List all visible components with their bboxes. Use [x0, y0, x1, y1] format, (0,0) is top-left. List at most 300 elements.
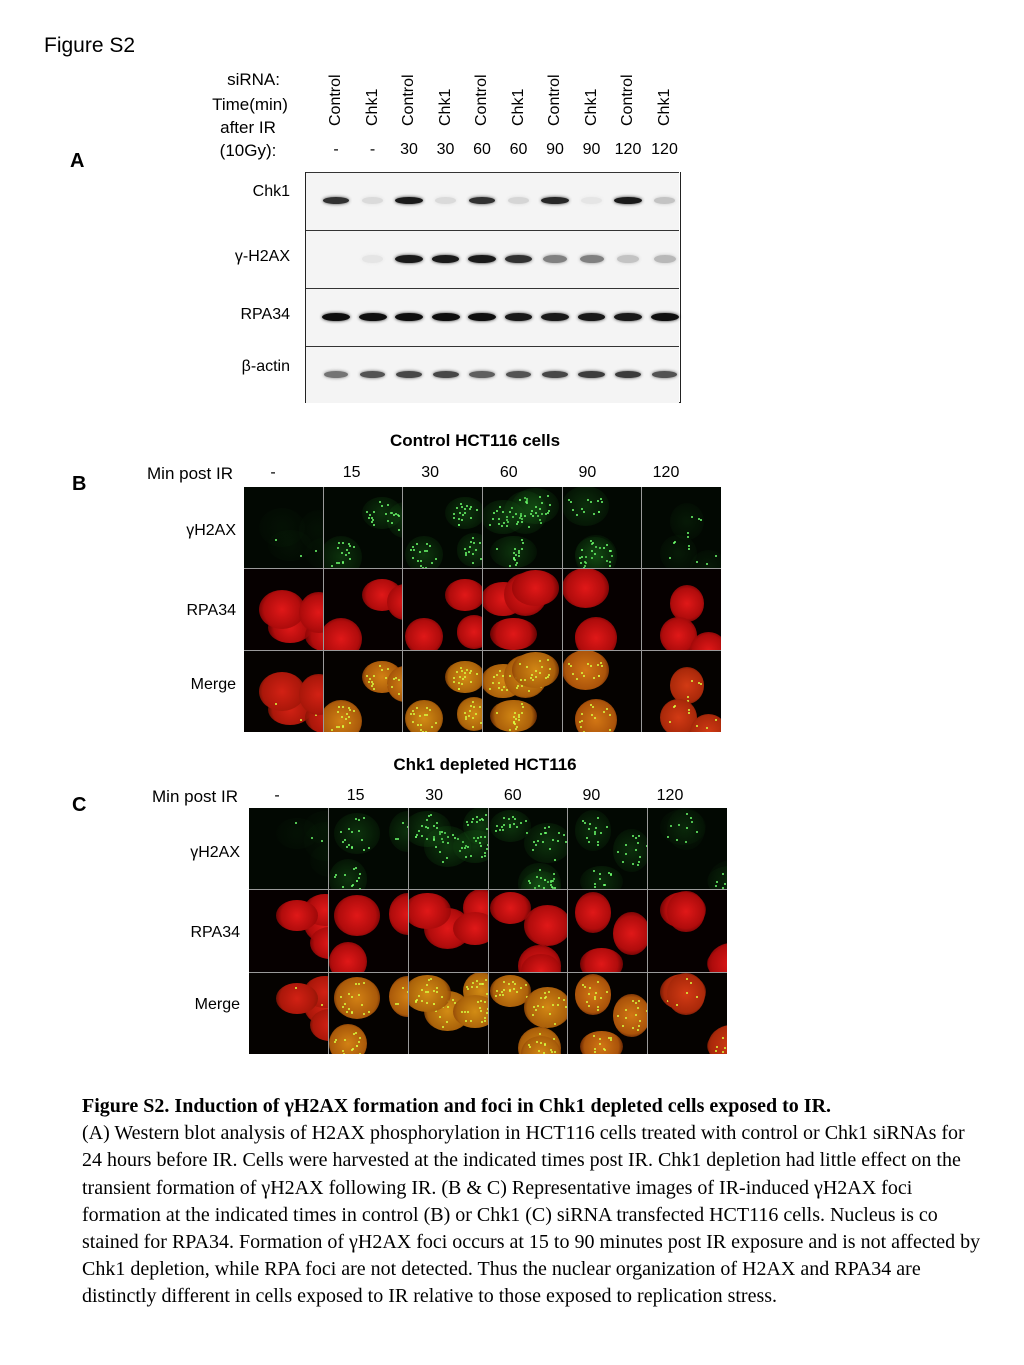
- micrograph-cell: [568, 808, 647, 889]
- cell-nucleus: [457, 615, 482, 648]
- focus-dot: [541, 502, 543, 504]
- focus-dot: [635, 837, 637, 839]
- blot-row: [306, 288, 679, 346]
- panel-b-title: Control HCT116 cells: [389, 431, 561, 450]
- focus-dot: [700, 519, 702, 521]
- focus-dot: [722, 873, 724, 875]
- focus-dot: [552, 1004, 554, 1006]
- focus-dot: [532, 1014, 534, 1016]
- focus-dot: [465, 554, 467, 556]
- focus-dot: [599, 1043, 601, 1045]
- focus-dot: [485, 979, 487, 981]
- timepoint-label: 90: [582, 787, 601, 804]
- focus-dot: [495, 830, 497, 832]
- focus-dot: [590, 501, 592, 503]
- focus-dot: [476, 986, 478, 988]
- channel-label: Merge: [194, 996, 240, 1013]
- focus-dot: [436, 987, 438, 989]
- cell-nucleus: [276, 818, 318, 849]
- focus-dot: [524, 679, 526, 681]
- focus-dot: [499, 829, 501, 831]
- blot-band: [581, 197, 601, 204]
- focus-dot: [373, 675, 375, 677]
- focus-dot: [346, 1011, 348, 1013]
- timepoint-label: 15: [346, 787, 365, 804]
- focus-dot: [603, 547, 605, 549]
- focus-dot: [547, 512, 549, 514]
- focus-dot: [472, 726, 474, 728]
- blot-band: [578, 371, 604, 378]
- blot-row-label: Chk1: [252, 183, 290, 200]
- focus-dot: [275, 539, 277, 541]
- focus-dot: [359, 888, 361, 889]
- micrograph-cell: [642, 487, 721, 568]
- focus-dot: [435, 558, 437, 560]
- focus-dot: [439, 851, 441, 853]
- micrograph-cell: [409, 890, 488, 971]
- lane-time-label: 120: [614, 141, 642, 158]
- lane-sirna-label: Control: [400, 74, 417, 126]
- focus-dot: [402, 987, 404, 989]
- focus-dot: [594, 883, 596, 885]
- focus-dot: [503, 817, 505, 819]
- micrograph-cell: [489, 973, 568, 1054]
- cell-nucleus: [405, 618, 442, 650]
- focus-dot: [522, 706, 524, 708]
- blot-band: [505, 313, 533, 321]
- focus-dot: [475, 549, 477, 551]
- blot-band: [322, 313, 350, 321]
- blot-band: [395, 255, 423, 263]
- focus-dot: [467, 846, 469, 848]
- focus-dot: [514, 559, 516, 561]
- blot-band: [396, 371, 422, 378]
- focus-dot: [583, 731, 585, 732]
- focus-dot: [597, 1006, 599, 1008]
- focus-dot: [470, 541, 472, 543]
- focus-dot: [502, 994, 504, 996]
- focus-dot: [541, 666, 543, 668]
- lane-time-label: -: [333, 141, 339, 158]
- focus-dot: [514, 712, 516, 714]
- focus-dot: [480, 836, 482, 838]
- cell-nucleus: [575, 892, 612, 933]
- focus-dot: [557, 840, 559, 842]
- focus-dot: [522, 542, 524, 544]
- focus-dot: [373, 511, 375, 513]
- focus-dot: [473, 542, 475, 544]
- focus-dot: [597, 841, 599, 843]
- focus-dot: [465, 718, 467, 720]
- focus-dot: [544, 992, 546, 994]
- focus-dot: [499, 670, 501, 672]
- micrograph-grid: [249, 808, 727, 1054]
- channel-label: RPA34: [186, 602, 236, 619]
- focus-dot: [424, 550, 426, 552]
- focus-dot: [687, 696, 689, 698]
- focus-dot: [518, 719, 520, 721]
- focus-dot: [338, 542, 340, 544]
- focus-dot: [526, 502, 528, 504]
- focus-dot: [398, 529, 400, 531]
- cell-nucleus: [457, 533, 482, 566]
- lane-sirna-label: Chk1: [655, 88, 673, 126]
- micrograph-cell: [563, 569, 642, 650]
- timepoint-label: 30: [425, 787, 444, 804]
- focus-dot: [426, 838, 428, 840]
- focus-dot: [583, 567, 585, 568]
- focus-dot: [331, 729, 333, 731]
- focus-dot: [513, 988, 515, 990]
- focus-dot: [688, 545, 690, 547]
- focus-dot: [453, 677, 455, 679]
- header-time-label: Time(min): [212, 95, 288, 114]
- cell-nucleus: [708, 943, 727, 972]
- focus-dot: [465, 856, 467, 858]
- focus-dot: [492, 518, 494, 520]
- blot-band: [652, 371, 678, 378]
- focus-dot: [481, 983, 483, 985]
- focus-dot: [342, 886, 344, 888]
- focus-dot: [466, 505, 468, 507]
- blot-band: [395, 197, 423, 204]
- focus-dot: [484, 1017, 486, 1019]
- blot-band: [506, 371, 532, 378]
- focus-dot: [498, 523, 500, 525]
- focus-dot: [340, 996, 342, 998]
- blot-band: [362, 255, 382, 263]
- focus-dot: [580, 726, 582, 728]
- focus-dot: [433, 825, 435, 827]
- focus-dot: [498, 687, 500, 689]
- cell-nucleus: [389, 893, 407, 934]
- focus-dot: [533, 1006, 535, 1008]
- cell-nucleus: [575, 617, 617, 650]
- focus-dot: [341, 552, 343, 554]
- focus-dot: [471, 986, 473, 988]
- focus-dot: [453, 513, 455, 515]
- focus-dot: [688, 709, 690, 711]
- focus-dot: [606, 991, 608, 993]
- focus-dot: [503, 989, 505, 991]
- focus-dot: [542, 1006, 544, 1008]
- focus-dot: [691, 516, 693, 518]
- focus-dot: [467, 1011, 469, 1013]
- focus-dot: [520, 515, 522, 517]
- figure-label: Figure S2: [44, 34, 136, 57]
- focus-dot: [338, 562, 340, 564]
- blot-band: [395, 313, 423, 321]
- focus-dot: [586, 837, 588, 839]
- focus-dot: [484, 855, 486, 857]
- cell-nucleus: [524, 905, 567, 946]
- focus-dot: [356, 1045, 358, 1047]
- focus-dot: [456, 671, 458, 673]
- micrograph-cell: [249, 890, 328, 971]
- lane-sirna-label: Control: [327, 74, 344, 126]
- blot-band: [469, 197, 496, 204]
- focus-dot: [439, 1016, 441, 1018]
- lane-sirna-label: Chk1: [509, 88, 527, 126]
- focus-dot: [600, 832, 602, 834]
- micrograph-cell: [329, 808, 408, 889]
- focus-dot: [503, 522, 505, 524]
- focus-dot: [581, 508, 583, 510]
- blot-band: [433, 371, 459, 378]
- micrograph-cell: [642, 569, 721, 650]
- focus-dot: [525, 820, 527, 822]
- focus-dot: [592, 542, 594, 544]
- focus-dot: [543, 1052, 545, 1054]
- focus-dot: [595, 827, 597, 829]
- focus-dot: [565, 841, 567, 843]
- channel-label: Merge: [190, 676, 236, 693]
- focus-dot: [459, 512, 461, 514]
- cell-nucleus: [524, 823, 567, 864]
- focus-dot: [353, 710, 355, 712]
- micrograph-cell: [403, 651, 482, 732]
- focus-dot: [514, 548, 516, 550]
- cell-nucleus: [563, 651, 609, 690]
- focus-dot: [676, 1004, 678, 1006]
- focus-dot: [597, 844, 599, 846]
- micrograph-cell: [568, 973, 647, 1054]
- cell-nucleus: [512, 570, 559, 605]
- focus-dot: [485, 814, 487, 816]
- micrograph-cell: [648, 890, 727, 971]
- focus-dot: [686, 992, 688, 994]
- focus-dot: [395, 513, 397, 515]
- focus-dot: [358, 1041, 360, 1043]
- blot-band: [360, 371, 386, 378]
- focus-dot: [426, 543, 428, 545]
- focus-dot: [722, 887, 724, 889]
- blot-band: [468, 313, 496, 321]
- blot-band: [614, 313, 642, 321]
- cell-nucleus: [667, 891, 705, 933]
- blot-row-label: β-actin: [241, 358, 290, 375]
- lane-time-label: 30: [436, 141, 455, 158]
- focus-dot: [572, 673, 574, 675]
- micrograph-cell: [249, 973, 328, 1054]
- blot-band: [580, 255, 604, 263]
- figure-caption: [82, 1093, 982, 1311]
- focus-dot: [508, 983, 510, 985]
- focus-dot: [484, 1020, 486, 1022]
- timepoint-label: 120: [652, 464, 680, 481]
- micrograph-cell: [244, 651, 323, 732]
- focus-dot: [344, 839, 346, 841]
- micrograph-cell: [648, 808, 727, 889]
- blot-band: [469, 371, 494, 378]
- focus-dot: [531, 674, 533, 676]
- focus-dot: [563, 999, 565, 1001]
- focus-dot: [425, 567, 427, 568]
- focus-dot: [352, 884, 354, 886]
- focus-dot: [593, 1035, 595, 1037]
- focus-dot: [638, 861, 640, 863]
- focus-dot: [338, 726, 340, 728]
- focus-dot: [609, 714, 611, 716]
- focus-dot: [514, 818, 516, 820]
- focus-dot: [594, 998, 596, 1000]
- cell-nucleus: [563, 569, 609, 608]
- focus-dot: [551, 1051, 553, 1053]
- focus-dot: [429, 709, 431, 711]
- focus-dot: [470, 517, 472, 519]
- focus-dot: [545, 677, 547, 679]
- micrograph-cell: [409, 973, 488, 1054]
- micrograph-cell: [403, 487, 482, 568]
- focus-dot: [410, 713, 412, 715]
- focus-dot: [355, 983, 357, 985]
- focus-dot: [459, 676, 461, 678]
- cell-nucleus: [708, 860, 727, 889]
- focus-dot: [558, 832, 560, 834]
- focus-dot: [456, 507, 458, 509]
- focus-dot: [686, 827, 688, 829]
- focus-dot: [687, 532, 689, 534]
- blot-band: [432, 255, 460, 263]
- focus-dot: [470, 705, 472, 707]
- cell-nucleus: [276, 983, 318, 1014]
- focus-dot: [496, 712, 498, 714]
- micrograph-cell: [489, 890, 568, 971]
- micrograph-cell: [324, 487, 403, 568]
- micrograph-grid: [244, 487, 721, 732]
- focus-dot: [410, 549, 412, 551]
- focus-dot: [549, 1013, 551, 1015]
- lane-time-label: -: [369, 141, 376, 158]
- focus-dot: [524, 515, 526, 517]
- blot-band: [614, 197, 642, 204]
- blot-band: [617, 255, 639, 263]
- blot-band: [508, 197, 529, 204]
- timepoint-label: 120: [656, 787, 684, 804]
- focus-dot: [426, 984, 428, 986]
- micrograph-cell: [483, 487, 562, 568]
- timepoint-label: 90: [578, 464, 597, 481]
- blot-band: [541, 313, 569, 321]
- focus-dot: [489, 524, 491, 526]
- channel-label: γH2AX: [186, 522, 236, 539]
- blot-band: [323, 197, 350, 204]
- focus-dot: [609, 550, 611, 552]
- blot-row: [306, 230, 679, 288]
- header-dose-label: (10Gy):: [219, 141, 277, 160]
- focus-dot: [536, 1041, 538, 1043]
- blot-band: [542, 371, 568, 378]
- panel-c-title: Chk1 depleted HCT116: [393, 755, 577, 774]
- focus-dot: [617, 851, 619, 853]
- lane-time-label: 60: [509, 141, 528, 158]
- focus-dot: [464, 847, 466, 849]
- focus-dot: [458, 518, 460, 520]
- lane-sirna-label: Chk1: [436, 88, 454, 126]
- blot-band: [541, 197, 568, 204]
- focus-dot: [348, 844, 350, 846]
- blot-band: [654, 197, 676, 204]
- focus-dot: [598, 511, 600, 513]
- blot-band: [435, 197, 456, 204]
- blot-band: [505, 255, 532, 263]
- focus-dot: [486, 828, 487, 830]
- focus-dot: [598, 675, 600, 677]
- micrograph-cell: [324, 651, 403, 732]
- focus-dot: [538, 1050, 540, 1052]
- lane-sirna-label: Control: [473, 74, 490, 126]
- cell-nucleus: [613, 912, 647, 955]
- focus-dot: [514, 723, 516, 725]
- focus-dot: [716, 881, 718, 883]
- focus-dot: [359, 1053, 361, 1054]
- focus-dot: [415, 836, 417, 838]
- cell-nucleus: [580, 1031, 623, 1054]
- focus-dot: [518, 555, 520, 557]
- focus-dot: [331, 565, 333, 567]
- blot-band: [615, 371, 641, 378]
- focus-dot: [599, 1038, 601, 1040]
- focus-dot: [632, 863, 634, 865]
- micrograph-cell: [563, 651, 642, 732]
- cell-nucleus: [445, 579, 482, 612]
- focus-dot: [348, 707, 350, 709]
- blot-band: [468, 255, 496, 263]
- cell-nucleus: [575, 810, 612, 851]
- focus-dot: [547, 676, 549, 678]
- cell-nucleus: [389, 976, 407, 1017]
- focus-dot: [513, 557, 515, 559]
- header-sirna-label: siRNA:: [227, 70, 280, 89]
- timepoint-label: 15: [342, 464, 361, 481]
- focus-dot: [349, 545, 351, 547]
- focus-dot: [635, 1002, 637, 1004]
- focus-dot: [537, 1005, 539, 1007]
- focus-dot: [476, 816, 478, 818]
- focus-dot: [429, 545, 431, 547]
- focus-dot: [588, 993, 590, 995]
- focus-dot: [407, 826, 408, 828]
- focus-dot: [458, 682, 460, 684]
- lane-sirna-label: Control: [546, 74, 563, 126]
- focus-dot: [550, 1049, 552, 1051]
- focus-dot: [724, 883, 726, 885]
- focus-dot: [363, 817, 365, 819]
- focus-dot: [426, 707, 428, 709]
- micrograph-cell: [329, 973, 408, 1054]
- focus-dot: [576, 514, 578, 516]
- focus-dot: [600, 997, 602, 999]
- blot-row: [306, 172, 679, 230]
- focus-dot: [531, 510, 533, 512]
- focus-dot: [516, 991, 518, 993]
- focus-dot: [696, 996, 698, 998]
- lane-time-label: 60: [473, 141, 491, 158]
- focus-dot: [358, 877, 360, 879]
- timepoint-label: 60: [503, 787, 522, 804]
- focus-dot: [358, 830, 360, 832]
- blot-row-label: RPA34: [240, 306, 290, 323]
- focus-dot: [690, 982, 692, 984]
- focus-dot: [646, 1010, 647, 1012]
- focus-dot: [398, 693, 400, 695]
- focus-dot: [584, 822, 586, 824]
- micrograph-cell: [568, 890, 647, 971]
- focus-dot: [637, 1029, 639, 1031]
- focus-dot: [412, 710, 414, 712]
- blot-band: [359, 313, 387, 321]
- focus-dot: [597, 1009, 599, 1011]
